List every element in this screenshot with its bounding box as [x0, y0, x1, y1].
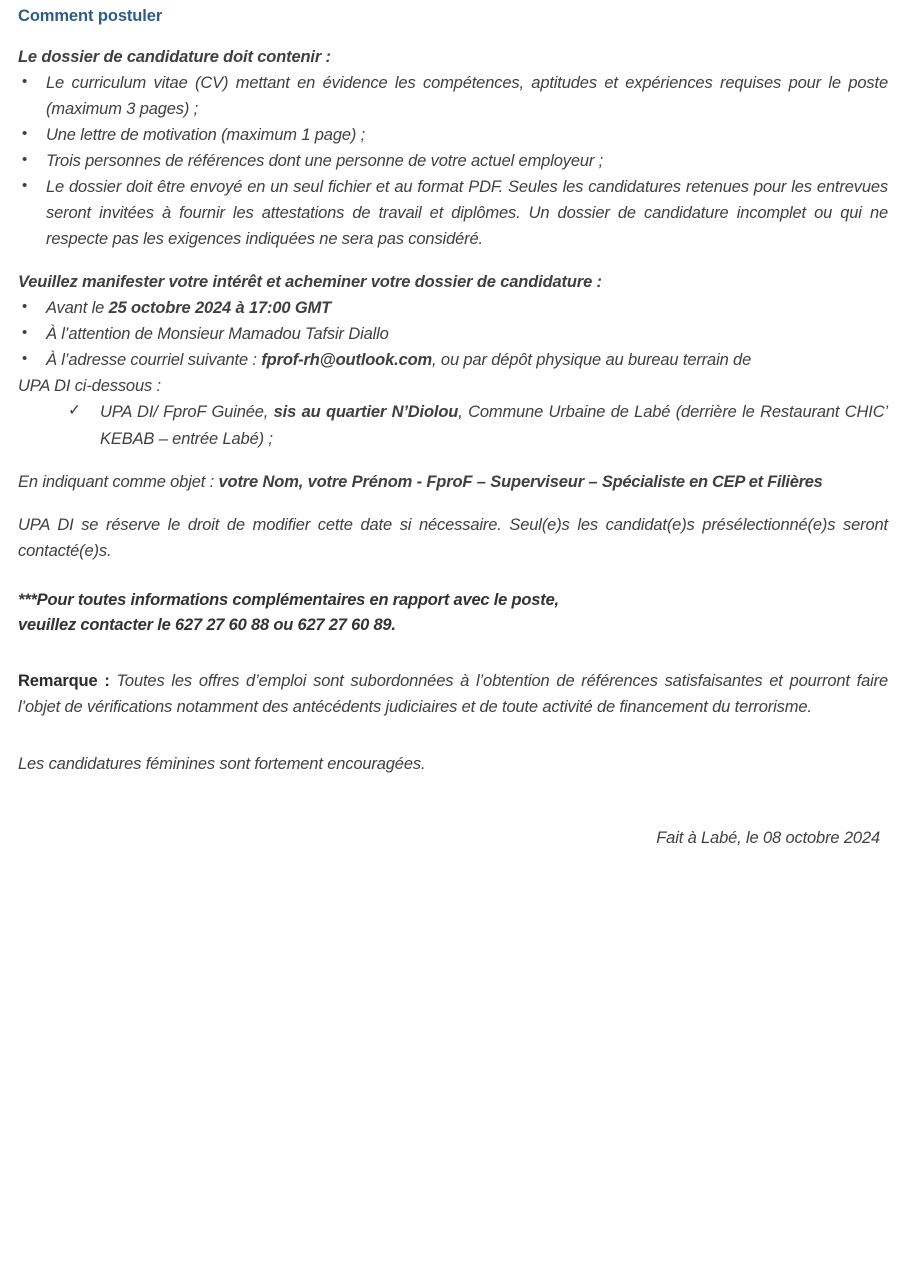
remarque-text: Toutes les offres d’emploi sont subordonnées à l’obtention de références satisfaisantes et pourront faire l’objet de vérifications notamment des antécédents judiciaires et de toute activité de financement du terrorisme.	[18, 672, 889, 717]
office-part3: , Commune Urbaine de Labé (derrière le Restaurant CHIC’ KEBAB – entrée Labé) ;	[100, 403, 888, 448]
office-check-list	[18, 399, 888, 451]
check-icon: ✓	[68, 402, 81, 420]
contact-block	[18, 588, 888, 638]
spacer	[18, 252, 888, 269]
spacer	[18, 720, 888, 751]
list-item	[18, 148, 888, 174]
encouragement-paragraph: Les candidatures féminines sont fortement encouragées.	[18, 755, 426, 774]
office-part1: UPA DI/ FproF Guinée,	[100, 403, 274, 422]
bullet-icon: •	[22, 350, 28, 368]
spacer	[18, 637, 888, 668]
page-title: Comment postuler	[18, 7, 163, 25]
spacer	[18, 27, 888, 44]
spacer	[18, 564, 888, 588]
objet-line	[18, 469, 888, 495]
email-prefix: À l’adresse courriel suivante :	[46, 351, 262, 370]
email-address[interactable]: fprof-rh@outlook.com	[261, 351, 433, 370]
list-item-email	[18, 347, 888, 399]
list-item-label: Trois personnes de références dont une personne de votre actuel employeur ;	[46, 151, 604, 170]
bullet-icon: •	[22, 298, 28, 316]
manifester-lead: Veuillez manifester votre intérêt et acheminer votre dossier de candidature :	[18, 273, 602, 292]
remarque-label: Remarque :	[18, 672, 117, 691]
list-item-label: Le curriculum vitae (CV) mettant en évidence les compétences, aptitudes et expériences requises pour le poste (maximum 3 pages) ;	[46, 73, 888, 118]
list-item-deadline	[18, 295, 888, 321]
deadline-value: 25 octobre 2024 à 17:00 GMT	[108, 299, 332, 318]
remarque-paragraph	[18, 668, 888, 720]
list-item-label: Le dossier doit être envoyé en un seul fichier et au format PDF. Seules les candidatures retenues pour les entrevues seront invitées à fournir les attestations de travail et diplômes. Un dossier de candidature incomplet ou qui ne respecte pas les exigences indiquées ne sera pas considéré.	[46, 177, 888, 249]
attention-label: À l’attention de Monsieur Mamadou Tafsir Diallo	[46, 325, 389, 344]
bullet-icon: •	[22, 124, 28, 142]
bullet-icon: •	[22, 324, 28, 342]
objet-value: votre Nom, votre Prénom - FproF – Superviseur –	[218, 472, 602, 491]
bullet-icon: •	[22, 150, 28, 168]
dossier-bullet-list	[18, 70, 888, 252]
list-item-label: Une lettre de motivation (maximum 1 page) ;	[46, 125, 366, 144]
bullet-icon: •	[22, 176, 28, 194]
reserve-paragraph: UPA DI se réserve le droit de modifier cette date si nécessaire. Seul(e)s les candidat(e)s présélectionné(e)s seront contacté(e)s.	[18, 515, 888, 560]
list-item	[18, 174, 888, 252]
list-item	[18, 70, 888, 122]
list-item	[18, 122, 888, 148]
manifester-bullet-list	[18, 295, 888, 399]
email-continuation: UPA DI ci-dessous :	[18, 377, 161, 396]
office-part2: sis au quartier N’Diolou	[273, 403, 459, 422]
list-item-attention	[18, 321, 888, 347]
objet-prefix: En indiquant comme objet :	[18, 472, 219, 491]
dossier-lead: Le dossier de candidature doit contenir :	[18, 47, 331, 66]
closing-line: Fait à Labé, le 08 octobre 2024	[656, 828, 880, 847]
contact-line-2: veuillez contacter le 627 27 60 88 ou 627 27 60 89.	[18, 615, 396, 634]
email-suffix: , ou par dépôt physique au bureau terrain de	[432, 351, 752, 370]
deadline-prefix: Avant le	[46, 299, 109, 318]
list-item-office	[18, 399, 888, 451]
spacer	[18, 452, 888, 469]
contact-line-1: ***Pour toutes informations complémentaires en rapport avec le poste,	[18, 590, 559, 609]
objet-value-emphasis: Spécialiste en CEP et Filières	[601, 472, 823, 491]
spacer	[18, 777, 888, 808]
bullet-icon: •	[22, 72, 28, 90]
spacer	[18, 495, 888, 512]
